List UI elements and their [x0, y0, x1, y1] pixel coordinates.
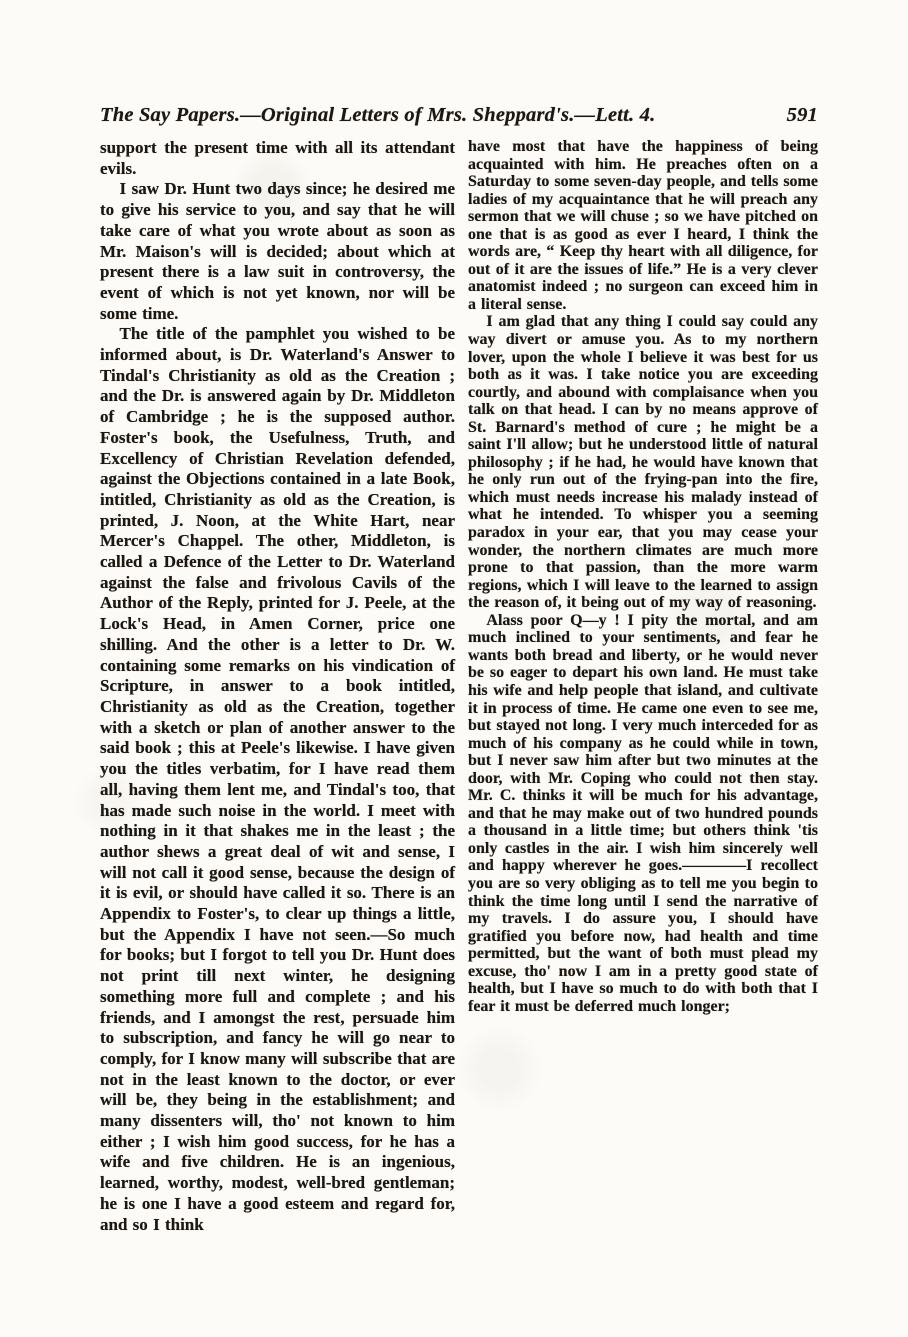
column-left [100, 138, 455, 1235]
paragraph: have most that have the happiness of being acquainted with him. He preaches often on a Saturday to some seven-day people, and tells some ladies of my acquaintance that he will preach any sermon that we will chuse ; so we have pitched on one that is as good as ever I heard, I think the words are, “ Keep thy heart with all diligence, for out of it are the issues of life.” He is a very clever anatomist indeed ; no surgeon can exceed him in a literal sense. [468, 138, 818, 313]
paragraph: Alass poor Q—y ! I pity the mortal, and am much inclined to your sentiments, and fear he wants both bread and liberty, or he would never be so eager to depart his own land. He must take his wife and help people that island, and cultivate it in process of time. He came one even to see me, but stayed not long. I very much interceded for as much of his company as he could while in town, but I never saw him after but two minutes at the door, with Mr. Coping who could not then stay. Mr. C. thinks it will be much for his advantage, and that he may make out of two hundred pounds a thousand in a little time; but others think 'tis only castles in the air. I wish him sincerely well and happy wherever he goes.————I recollect you are so very obliging as to tell me you begin to think the time long until I send the narrative of my travels. I do assure you, I should have gratified you before now, had health and time permitted, but the want of both must plead my excuse, tho' now I am in a pretty good state of health, but I have so much to do with both that I fear it must be deferred much longer; [468, 611, 818, 1015]
paragraph: support the present time with all its attendant evils. [100, 138, 455, 178]
page-number: 591 [786, 104, 818, 126]
paragraph: I saw Dr. Hunt two days since; he desired me to give his service to you, and say that he will take care of what you wrote about as soon as Mr. Maison's will is decided; about which at present there is a law suit in controversy, the event of which is not yet known, nor will be some time. [100, 179, 455, 323]
paragraph: I am glad that any thing I could say could any way divert or amuse you. As to my northern lover, upon the whole I believe it was best for us both as it was. I take notice you are exceeding courtly, and abound with complaisance when you talk on that head. I can by no means approve of St. Barnard's method of cure ; he might be a saint I'll allow; but he understood little of natural philosophy ; if he had, he would have known that he only run out of the frying-pan into the fire, which must needs increase his malady instead of what he intended. To whisper you a seeming paradox in your ear, that you may cease your wonder, the northern climates are much more prone to that passion, than the more warm regions, which I will leave to the learned to assign the reason of, it being out of my way of reasoning. [468, 313, 818, 612]
text-columns [100, 138, 818, 1235]
column-right [468, 138, 818, 1235]
paragraph: The title of the pamphlet you wished to be informed about, is Dr. Waterland's Answer to Tindal's Christianity as old as the Creation ; and the Dr. is answered again by Dr. Middleton of Cambridge ; he is the supposed author. Foster's book, the Usefulness, Truth, and Excellency of Christian Revelation defended, against the Objections contained in a late Book, intitled, Christianity as old as the Creation, is printed, J. Noon, at the White Hart, near Mercer's Chappel. The other, Middleton, is called a Defence of the Letter to Dr. Waterland against the false and frivolous Cavils of the Author of the Reply, printed for J. Peele, at the Lock's Head, in Amen Corner, price one shilling. And the other is a letter to Dr. W. containing some remarks on his vindication of Scripture, in answer to a book intitled, Christianity as old as the Creation, together with a sketch or plan of another answer to the said book ; this at Peele's likewise. I have given you the titles verbatim, for I have read them all, having them lent me, and Tindal's too, that has made such noise in the world. I meet with nothing in it that shakes me in the least ; the author shews a great deal of wit and sense, I will not call it good sense, because the design of it is evil, or should have called it so. There is an Appendix to Foster's, to clear up things a little, but the Appendix I have not seen.—So much for books; but I forgot to tell you Dr. Hunt does not print till next winter, he designing something more full and complete ; and his friends, and I amongst the rest, persuade him to subscription, and fancy he will go near to comply, for I know many will subscribe that are not in the least known to the doctor, or ever will be, they being in the establishment; and many dissenters will, tho' not known to him either ; I wish him good success, for he has a wife and five children. He is an ingenious, learned, worthy, modest, well-bred gentleman; he is one I have a good esteem and regard for, and so I think [100, 324, 455, 1234]
running-header-title: The Say Papers.—Original Letters of Mrs. Sheppard's.—Lett. 4. [100, 104, 656, 126]
running-header [100, 104, 818, 127]
